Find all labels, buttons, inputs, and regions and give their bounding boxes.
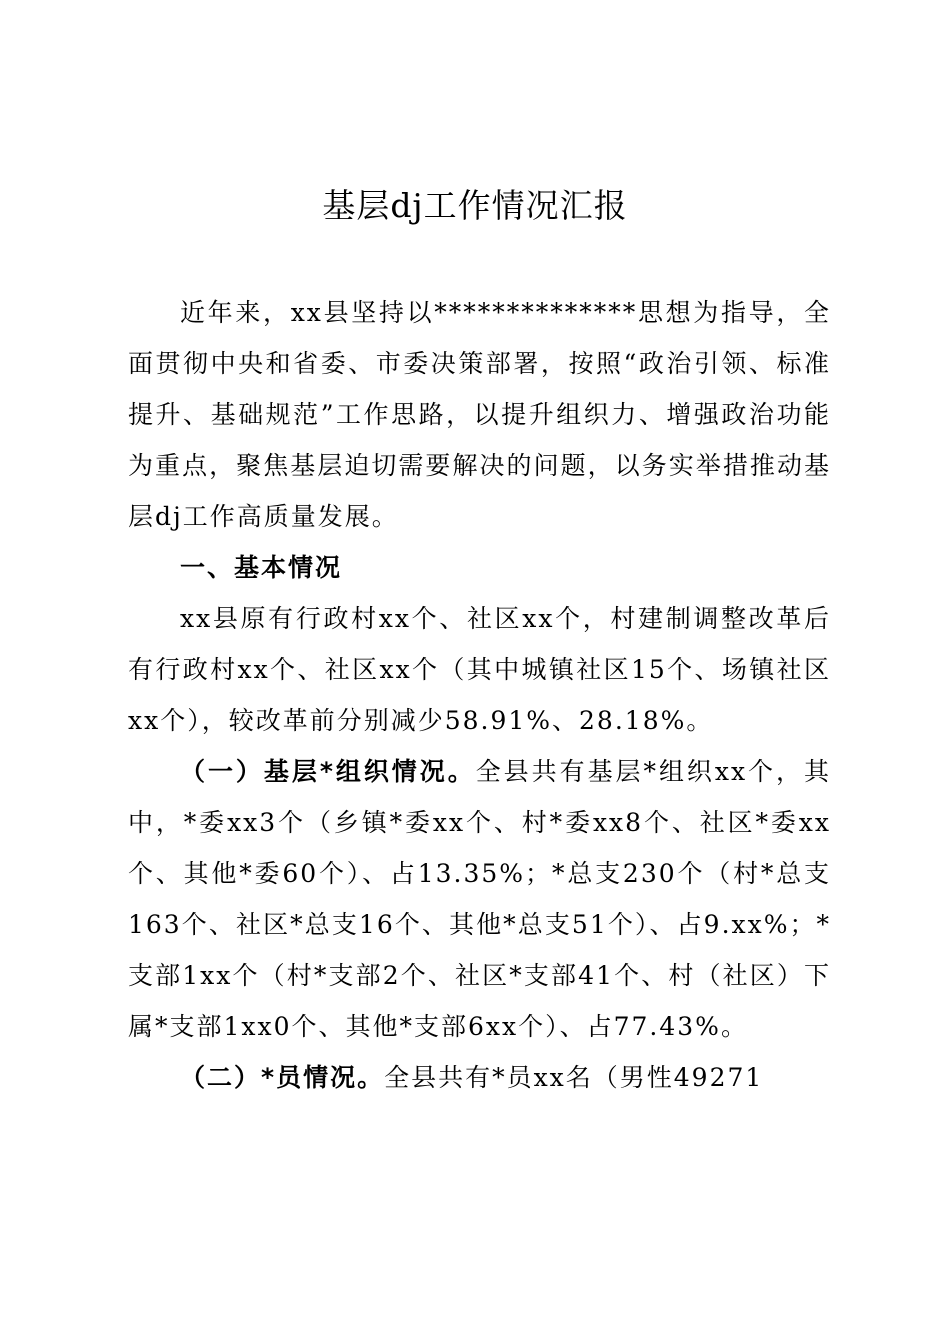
- document-title: 基层dj工作情况汇报: [322, 186, 628, 225]
- subsection1-text: 全县共有基层*组织xx个，其中，*委xx3个（乡镇*委xx个、村*委xx8个、社区*委xx个、其他*委60个）、占13.35%；*总支230个（村*总支163个、社区*总支16个、其他*总支51个）、占9.xx%；*支部1xx个（村*支部2个、社区*支部41个、村（社区）下属*支部1xx0个、其他*支部6xx个）、占77.43%。: [128, 757, 831, 1041]
- subsection2-text: 全县共有*员xx名（男性49271: [384, 1063, 764, 1092]
- subsection2-lead: （二）*员情况。: [180, 1063, 385, 1092]
- section-heading-basic-situation: 一、基本情况: [180, 553, 343, 582]
- subsection1-paragraph: [128, 746, 831, 1052]
- subsection1-lead: （一）基层*组织情况。: [180, 757, 476, 786]
- section1-paragraph: xx县原有行政村xx个、社区xx个，村建制调整改革后有行政村xx个、社区xx个（其中城镇社区15个、场镇社区xx个），较改革前分别减少58.91%、28.18%。: [128, 604, 831, 735]
- intro-paragraph: 近年来，xx县坚持以**************思想为指导，全面贯彻中央和省委、市委决策部署，按照“政治引领、标准提升、基础规范”工作思路，以提升组织力、增强政治功能为重点，聚焦基层迫切需要解决的问题，以务实举措推动基层dj工作高质量发展。: [128, 298, 831, 531]
- subsection2-paragraph: [128, 1052, 831, 1103]
- document-body: [128, 287, 831, 1103]
